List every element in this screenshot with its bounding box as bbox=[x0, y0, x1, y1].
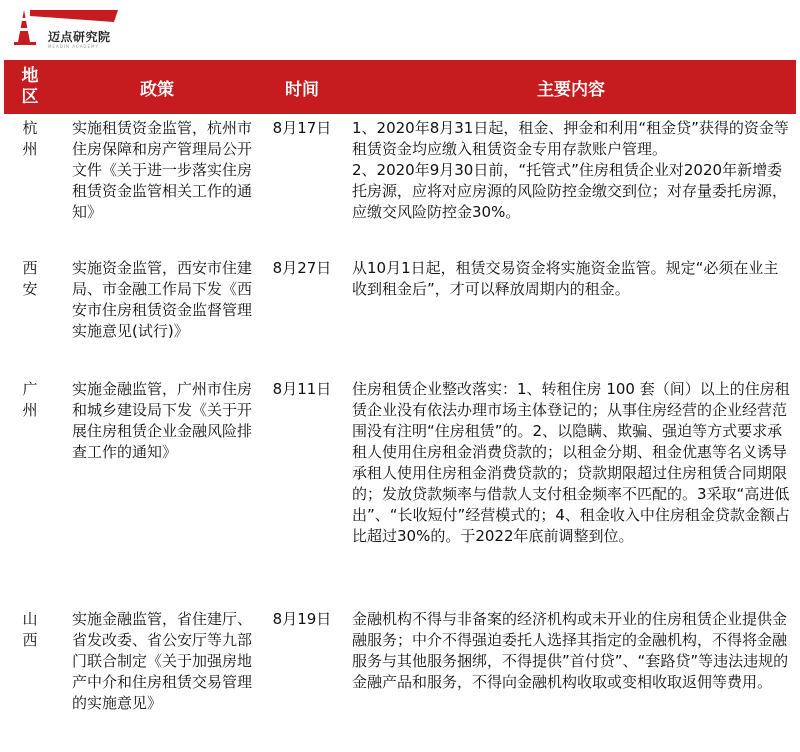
time-cell: 8月17日 bbox=[272, 119, 332, 137]
region-cell: 杭州 bbox=[22, 119, 38, 158]
policy-cell: 实施资金监管，西安市住建局、市金融工作局下发《西安市住房租赁资金监督管理实施意见(试行)》 bbox=[72, 259, 253, 340]
content-cell: 1、2020年8月31日起，租金、押金和利用“租金贷”获得的资金等租赁资金均应缴入租赁资金专用存款账户管理。 2、2020年9月30日前，“托管式”住房租赁企业对2020年新增委托房源，应将对应房源的风险防控金缴交到位；对存量委托房源，应缴交风险防控金30%。 bbox=[352, 119, 789, 221]
header-region: 地区 bbox=[4, 60, 56, 114]
table-header-row bbox=[4, 60, 796, 114]
content-cell: 从10月1日起，租赁交易资金将实施资金监管。规定“必须在业主收到租金后”，才可以释放周期内的租金。 bbox=[352, 259, 779, 298]
policy-cell: 实施金融监管，省住建厅、省发改委、省公安厅等九部门联合制定《关于加强房地产中介和住房租赁交易管理的实施意见》 bbox=[72, 610, 253, 712]
logo bbox=[14, 4, 134, 48]
time-cell: 8月11日 bbox=[272, 380, 332, 398]
region-cell: 西安 bbox=[22, 259, 38, 298]
logo-subtitle: MEADIN ACADEMY bbox=[48, 44, 99, 49]
header-policy: 政策 bbox=[56, 60, 258, 114]
table-row bbox=[4, 254, 796, 375]
policy-cell: 实施金融监管，广州市住房和城乡建设局下发《关于开展住房租赁企业金融风险排查工作的通知》 bbox=[72, 380, 253, 461]
region-cell: 山西 bbox=[22, 610, 38, 649]
region-cell: 广州 bbox=[22, 380, 38, 419]
time-cell: 8月27日 bbox=[272, 259, 332, 277]
table-row bbox=[4, 114, 796, 254]
table-row bbox=[4, 605, 796, 752]
content-cell: 住房租赁企业整改落实：1、转租住房 100 套（间）以上的住房租赁企业没有依法办理市场主体登记的；从事住房经营的企业经营范围没有注明“住房租赁”的。2、以隐瞒、欺骗、强迫等方式要求承租人使用住房租金消费贷款的；以租金分期、租金优惠等名义诱导承租人使用住房租金消费贷款的；贷款期限超过住房租赁合同期限的；发放贷款频率与借款人支付租金频率不匹配的。3采取“高进低出”、“长收短付”经营模式的；4、租金收入中住房租金贷款金额占比超过30%的。于2022年底前调整到位。 bbox=[352, 380, 790, 545]
logo-name: 迈点研究院 bbox=[48, 30, 111, 44]
policy-cell: 实施租赁资金监管，杭州市住房保障和房产管理局公开文件《关于进一步落实住房租赁资金监管相关工作的通知》 bbox=[72, 119, 253, 221]
header-time: 时间 bbox=[258, 60, 346, 114]
time-cell: 8月19日 bbox=[272, 610, 332, 628]
policy-table bbox=[4, 60, 796, 752]
header-content: 主要内容 bbox=[346, 60, 796, 114]
content-cell: 金融机构不得与非备案的经济机构或未开业的住房租赁企业提供金融服务；中介不得强迫委托人选择其指定的金融机构，不得将金融服务与其他服务捆绑，不得提供”首付贷”、“套路贷”等违法违规的金融产品和服务，不得向金融机构收取或变相收取返佣等费用。 bbox=[352, 610, 789, 691]
table-row bbox=[4, 375, 796, 605]
